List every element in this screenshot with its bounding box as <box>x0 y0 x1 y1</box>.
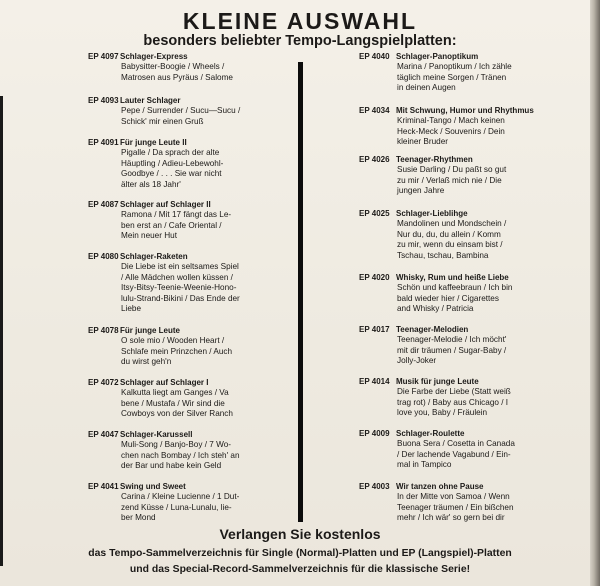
track-line: Carina / Kleine Lucienne / 1 Dut- <box>121 492 240 501</box>
track-line: and Whisky / Patricia <box>397 304 474 314</box>
catalog-entry <box>359 377 521 419</box>
track-line: Buona Sera / Cosetta in Canada <box>397 439 515 448</box>
track-line: / Alle Mädchen wollen küssen / <box>121 272 233 282</box>
track-list <box>397 335 521 367</box>
track-line: du wirst geh'n <box>121 357 172 367</box>
track-line: Kriminal-Tango / Mach keinen <box>397 116 505 125</box>
track-line: Heck-Meck / Souvenirs / Dein <box>397 126 505 136</box>
track-list <box>121 388 280 420</box>
entry-header <box>88 430 280 440</box>
track-line: Schick' mir einen Gruß <box>121 116 204 126</box>
track-line: chen nach Bombay / Ich steh' an <box>121 450 240 460</box>
entry-header <box>359 377 521 387</box>
track-line: Susie Darling / Du paßt so gut <box>397 165 507 174</box>
track-line: bald wieder hier / Cigarettes <box>397 293 499 303</box>
track-list <box>397 62 521 94</box>
track-line: In der Mitte von Samoa / Wenn <box>397 492 510 501</box>
catalog-entry <box>359 209 521 261</box>
entry-header <box>88 252 280 262</box>
entry-header <box>359 429 521 439</box>
catalog-number: EP 4026 <box>359 155 390 164</box>
track-line: Goodbye / . . . Sie war nicht <box>121 169 222 179</box>
sleeve-edge <box>590 0 600 586</box>
track-list <box>121 106 280 127</box>
record-title: Schlager-Raketen <box>120 252 188 261</box>
catalog-number: EP 4087 <box>88 200 119 209</box>
track-line: älter als 18 Jahr' <box>121 179 181 189</box>
record-title: Mit Schwung, Humor und Rhythmus <box>396 106 534 115</box>
record-title: Für junge Leute II <box>120 138 187 147</box>
entry-header <box>88 378 280 388</box>
catalog-entry <box>359 325 521 367</box>
record-title: Schlager-Express <box>120 52 188 61</box>
track-line: Itsy-Bitsy-Teenie-Weenie-Hono- <box>121 283 237 293</box>
track-line: zend Küsse / Luna-Lunalu, lie- <box>121 502 232 512</box>
catalog-entry <box>88 138 280 190</box>
track-line: Pigalle / Da sprach der alte <box>121 148 220 157</box>
record-title: Swing und Sweet <box>120 482 186 491</box>
catalog-entry <box>88 326 280 368</box>
entry-header <box>88 138 280 148</box>
footer-line-1: das Tempo-Sammelverzeichnis für Single (Normal)-Platten und EP (Langspiel)-Platten <box>88 548 512 559</box>
record-title: Für junge Leute <box>120 326 180 335</box>
track-list <box>121 62 280 83</box>
track-list <box>397 283 521 315</box>
track-line: der Bar und habe kein Geld <box>121 461 222 471</box>
catalog-entry <box>359 429 521 471</box>
catalog-entry <box>88 52 280 83</box>
track-line: ber Mond <box>121 513 156 523</box>
track-line: Babysitter-Boogie / Wheels / <box>121 62 225 71</box>
footer-title: Verlangen Sie kostenlos <box>219 526 381 542</box>
catalog-number: EP 4072 <box>88 378 119 387</box>
entry-header <box>359 106 534 116</box>
track-line: Nur du, du, du allein / Komm <box>397 229 501 239</box>
entry-header <box>88 52 280 62</box>
record-title: Schlager-Roulette <box>396 429 465 438</box>
track-line: zu mir, wenn du einsam bist / <box>397 240 503 250</box>
left-edge-bar <box>0 96 3 566</box>
record-title: Schlager auf Schlager II <box>120 200 211 209</box>
track-line: bene / Mustafa / Wir sind die <box>121 398 225 408</box>
track-list <box>121 262 280 315</box>
record-title: Schlager auf Schlager I <box>120 378 209 387</box>
track-line: Schön und kaffeebraun / Ich bin <box>397 283 513 292</box>
entry-header <box>359 155 521 165</box>
track-list <box>121 336 280 368</box>
page-subtitle: besonders beliebter Tempo-Langspielplatten: <box>143 33 457 49</box>
track-list <box>121 492 280 524</box>
track-line: Matrosen aus Pyräus / Salome <box>121 72 233 82</box>
entry-header <box>88 482 280 492</box>
record-title: Lauter Schlager <box>120 96 181 105</box>
catalog-number: EP 4078 <box>88 326 119 335</box>
track-line: Die Farbe der Liebe (Statt weiß <box>397 387 511 396</box>
entry-header <box>359 52 521 62</box>
track-list <box>397 116 521 148</box>
track-line: Liebe <box>121 304 142 314</box>
track-line: Jolly-Joker <box>397 356 437 366</box>
catalog-entry <box>88 378 280 420</box>
catalog-number: EP 4041 <box>88 482 119 491</box>
record-title: Musik für junge Leute <box>396 377 479 386</box>
track-line: Schlafe mein Prinzchen / Auch <box>121 346 233 356</box>
catalog-number: EP 4091 <box>88 138 119 147</box>
record-title: Whisky, Rum und heiße Liebe <box>396 273 509 282</box>
catalog-number: EP 4047 <box>88 430 119 439</box>
catalog-number: EP 4017 <box>359 325 390 334</box>
track-line: trag rot) / Baby aus Chicago / I <box>397 397 509 407</box>
page-title: KLEINE AUSWAHL <box>182 8 418 34</box>
entry-header <box>359 482 521 492</box>
track-line: jungen Jahre <box>397 186 445 196</box>
track-line: Pepe / Surrender / Sucu—Sucu / <box>121 106 241 115</box>
catalog-entry <box>359 273 521 315</box>
track-line: love you, Baby / Fräulein <box>397 408 488 418</box>
catalog-number: EP 4003 <box>359 482 390 491</box>
record-title: Teenager-Melodien <box>396 325 469 334</box>
track-line: Teenager träumen / Ein bißchen <box>397 502 514 512</box>
catalog-entry <box>359 52 521 94</box>
catalog-number: EP 4080 <box>88 252 119 261</box>
track-list <box>121 148 280 190</box>
record-title: Schlager-Lieblihge <box>396 209 468 218</box>
track-line: Teenager-Melodie / Ich möcht' <box>397 335 507 344</box>
track-line: mehr / Ich wär' so gern bei dir <box>397 513 505 523</box>
track-list <box>397 439 521 471</box>
entry-header <box>88 326 280 336</box>
record-title: Schlager-Karussell <box>120 430 193 439</box>
footer-line-2: und das Special-Record-Sammelverzeichnis für die klassische Serie! <box>129 564 471 575</box>
catalog-number: EP 4097 <box>88 52 119 61</box>
track-list <box>397 387 521 419</box>
catalog-entry <box>88 200 280 242</box>
record-title: Schlager-Panoptikum <box>396 52 479 61</box>
track-list <box>397 165 521 197</box>
track-line: Mandolinen und Mondschein / <box>397 219 507 228</box>
track-line: Häuptling / Adieu-Lebewohl- <box>121 158 224 168</box>
catalog-number: EP 4034 <box>359 106 390 115</box>
track-list <box>397 492 521 524</box>
track-line: Cowboys von der Silver Ranch <box>121 409 233 419</box>
track-line: Mein neuer Hut <box>121 231 177 241</box>
track-line: Marina / Panoptikum / Ich zähle <box>397 62 512 71</box>
catalog-number: EP 4040 <box>359 52 390 61</box>
entry-header <box>88 96 280 106</box>
track-line: Muli-Song / Banjo-Boy / 7 Wo- <box>121 440 231 449</box>
track-line: Tschau, tschau, Bambina <box>397 250 489 260</box>
track-line: O sole mio / Wooden Heart / <box>121 336 225 345</box>
record-title: Wir tanzen ohne Pause <box>396 482 484 491</box>
catalog-entry <box>88 252 280 315</box>
catalog-entry <box>359 155 521 197</box>
track-line: zu mir / Verlaß mich nie / Die <box>397 175 502 185</box>
catalog-entry <box>359 106 534 148</box>
track-line: täglich meine Sorgen / Tränen <box>397 72 507 82</box>
track-line: Kalkutta liegt am Ganges / Va <box>121 388 229 397</box>
entry-header <box>359 325 521 335</box>
track-line: mit dir träumen / Sugar-Baby / <box>397 345 507 355</box>
catalog-number: EP 4093 <box>88 96 119 105</box>
catalog-entry <box>88 430 280 472</box>
catalog-entry <box>88 96 280 127</box>
catalog-entry <box>359 482 521 524</box>
entry-header <box>88 200 280 210</box>
track-list <box>397 219 521 261</box>
catalog-entry <box>88 482 280 524</box>
catalog-number: EP 4014 <box>359 377 390 386</box>
entry-header <box>359 209 521 219</box>
catalog-number: EP 4025 <box>359 209 390 218</box>
column-divider <box>298 62 303 522</box>
track-line: / Der lachende Vagabund / Ein- <box>397 449 511 459</box>
record-title: Teenager-Rhythmen <box>396 155 473 164</box>
track-line: in deinen Augen <box>397 83 456 93</box>
catalog-number: EP 4020 <box>359 273 390 282</box>
catalog-number: EP 4009 <box>359 429 390 438</box>
track-line: kleiner Bruder <box>397 137 448 147</box>
track-list <box>121 210 280 242</box>
track-line: mal in Tampico <box>397 460 452 470</box>
track-list <box>121 440 280 472</box>
entry-header <box>359 273 521 283</box>
track-line: ben erst an / Cafe Oriental / <box>121 220 222 230</box>
track-line: lulu-Strand-Bikini / Das Ende der <box>121 293 240 303</box>
track-line: Die Liebe ist ein seltsames Spiel <box>121 262 239 271</box>
track-line: Ramona / Mit 17 fängt das Le- <box>121 210 232 219</box>
